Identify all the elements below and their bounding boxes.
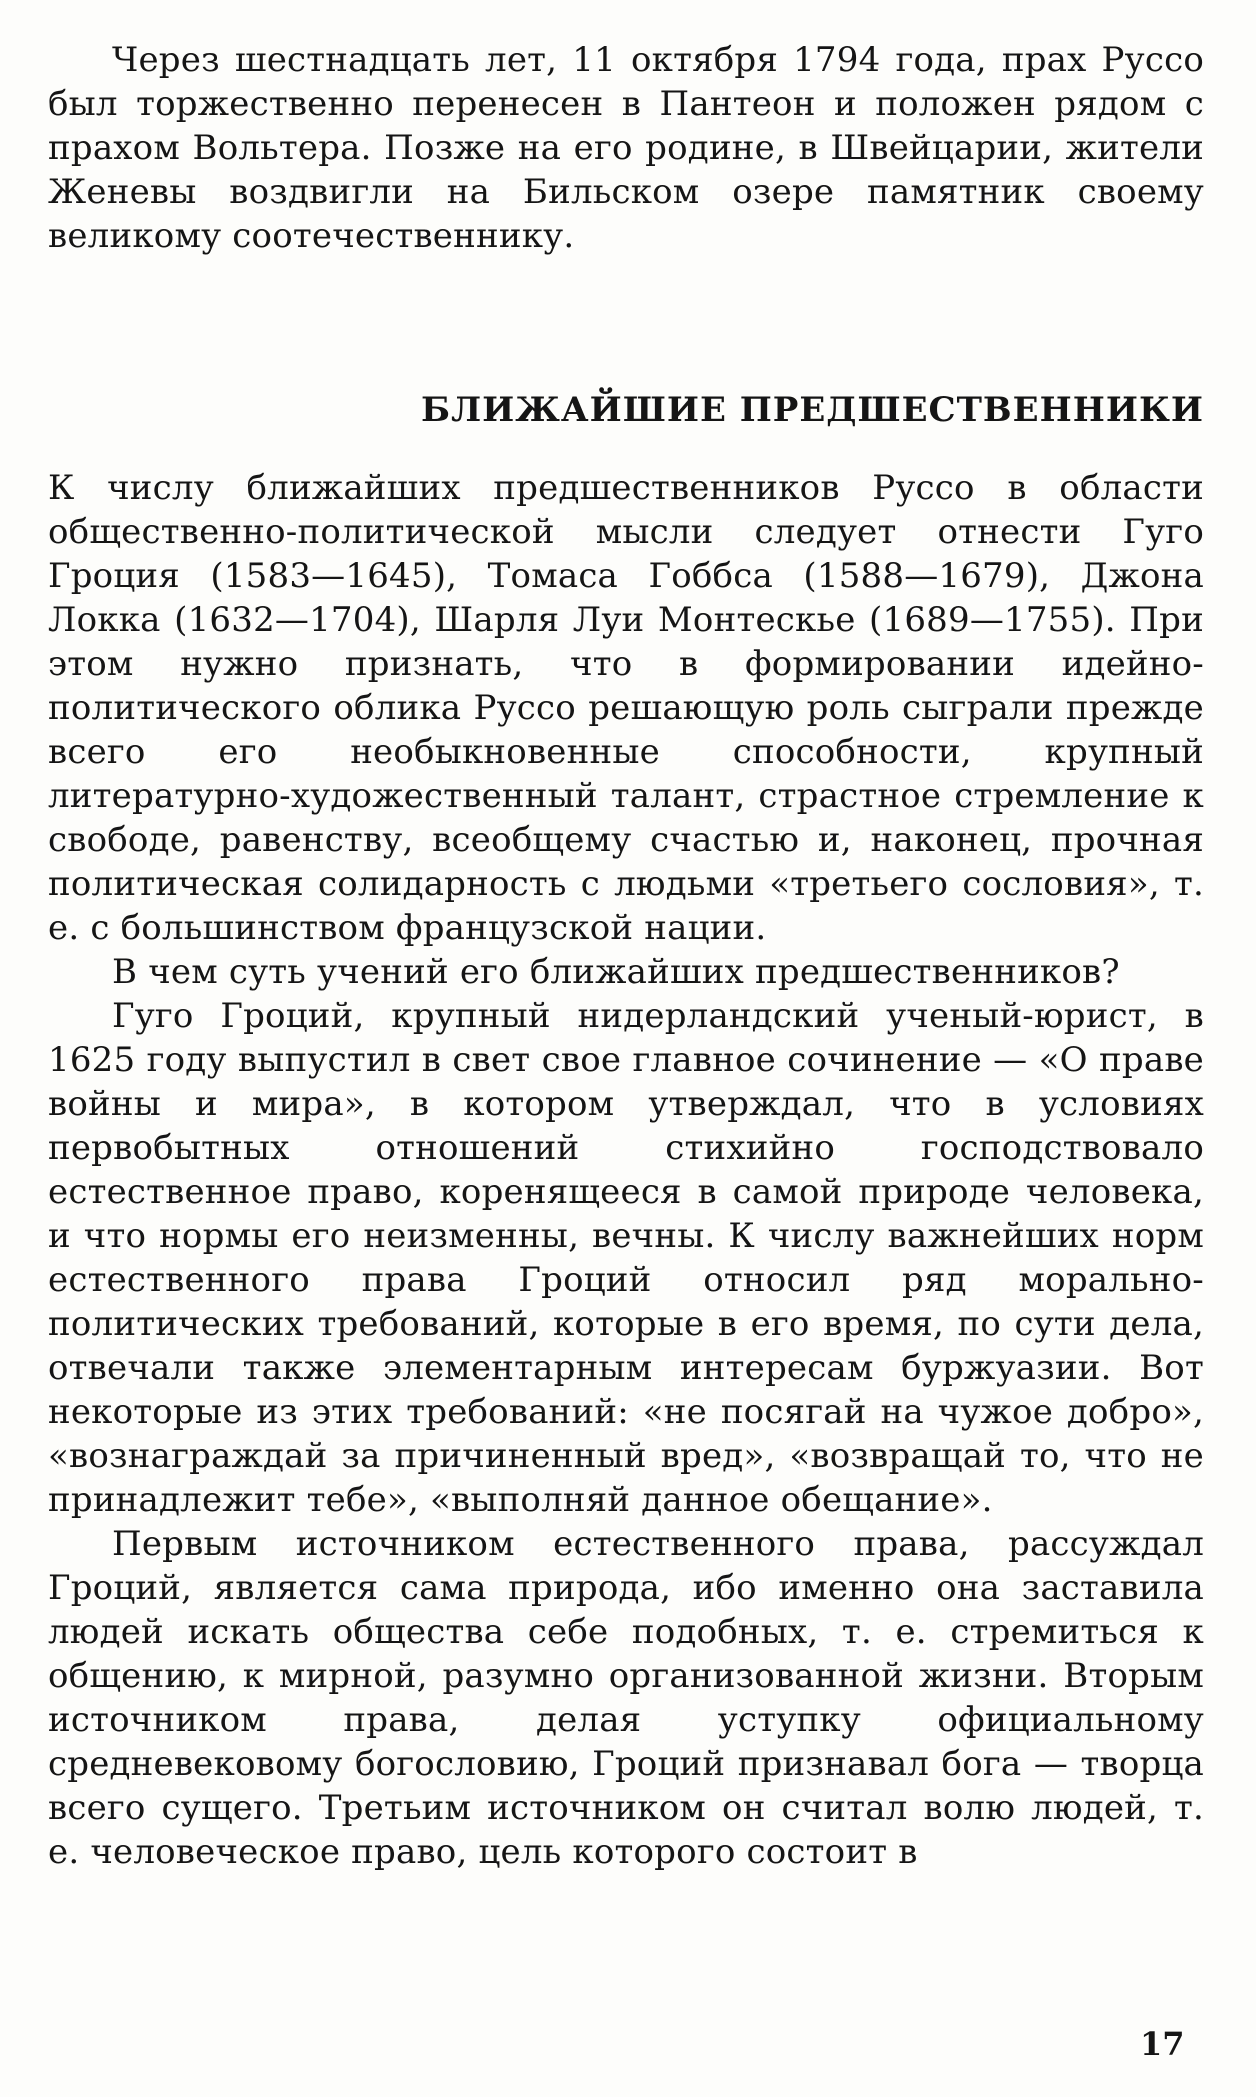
body-paragraph-4: Первым источником естественного права, рассуждал Гроций, является сама природа, ибо именно она заставила людей искать общества себе подобных, т. е. стремиться к общению, к мирной, разумно организованной жизни. Вторым источником права, делая уступку официальному средневековому богословию, Гроций признавал бога — творца всего сущего. Третьим источником он считал волю людей, т. е. человеческое право, цель которого состоит в: [48, 1524, 1204, 1872]
intro-paragraph: Через шестнадцать лет, 11 октября 1794 года, прах Руссо был торжественно перенесен в Пантеон и положен рядом с прахом Вольтера. Позже на его родине, в Швейцарии, жители Женевы воздвигли на Бильском озере памятник своему великому соотечественнику.: [48, 40, 1204, 256]
body-paragraph-3: Гуго Гроций, крупный нидерландский ученый-юрист, в 1625 году выпустил в свет свое главное сочинение — «О праве войны и мира», в котором утверждал, что в условиях первобытных отношений стихийно господствовало естественное право, коренящееся в самой природе человека, и что нормы его неизменны, вечны. К числу важнейших норм естественного права Гроций относил ряд морально-политических требований, которые в его время, по сути дела, отвечали также элементарным интересам буржуазии. Вот некоторые из этих требований: «не посягай на чужое добро», «вознаграждай за причиненный вред», «возвращай то, что не принадлежит тебе», «выполняй данное обещание».: [48, 996, 1204, 1520]
body-paragraph-1: К числу ближайших предшественников Руссо в области общественно-политической мысли следует отнести Гуго Гроция (1583—1645), Томаса Гоббса (1588—1679), Джона Локка (1632—1704), Шарля Луи Монтескье (1689—1755). При этом нужно признать, что в формировании идейно-политического облика Руссо решающую роль сыграли прежде всего его необыкновенные способности, крупный литературно-художественный талант, страстное стремление к свободе, равенству, всеобщему счастью и, наконец, прочная политическая солидарность с людьми «третьего сословия», т. е. с большинством французской нации.: [48, 468, 1204, 948]
section-heading: БЛИЖАЙШИЕ ПРЕДШЕСТВЕННИКИ: [421, 390, 1204, 430]
body-paragraph-2: В чем суть учений его ближайших предшественников?: [112, 952, 1120, 992]
book-page: [48, 38, 1204, 1874]
page-number: 17: [1140, 2025, 1185, 2063]
